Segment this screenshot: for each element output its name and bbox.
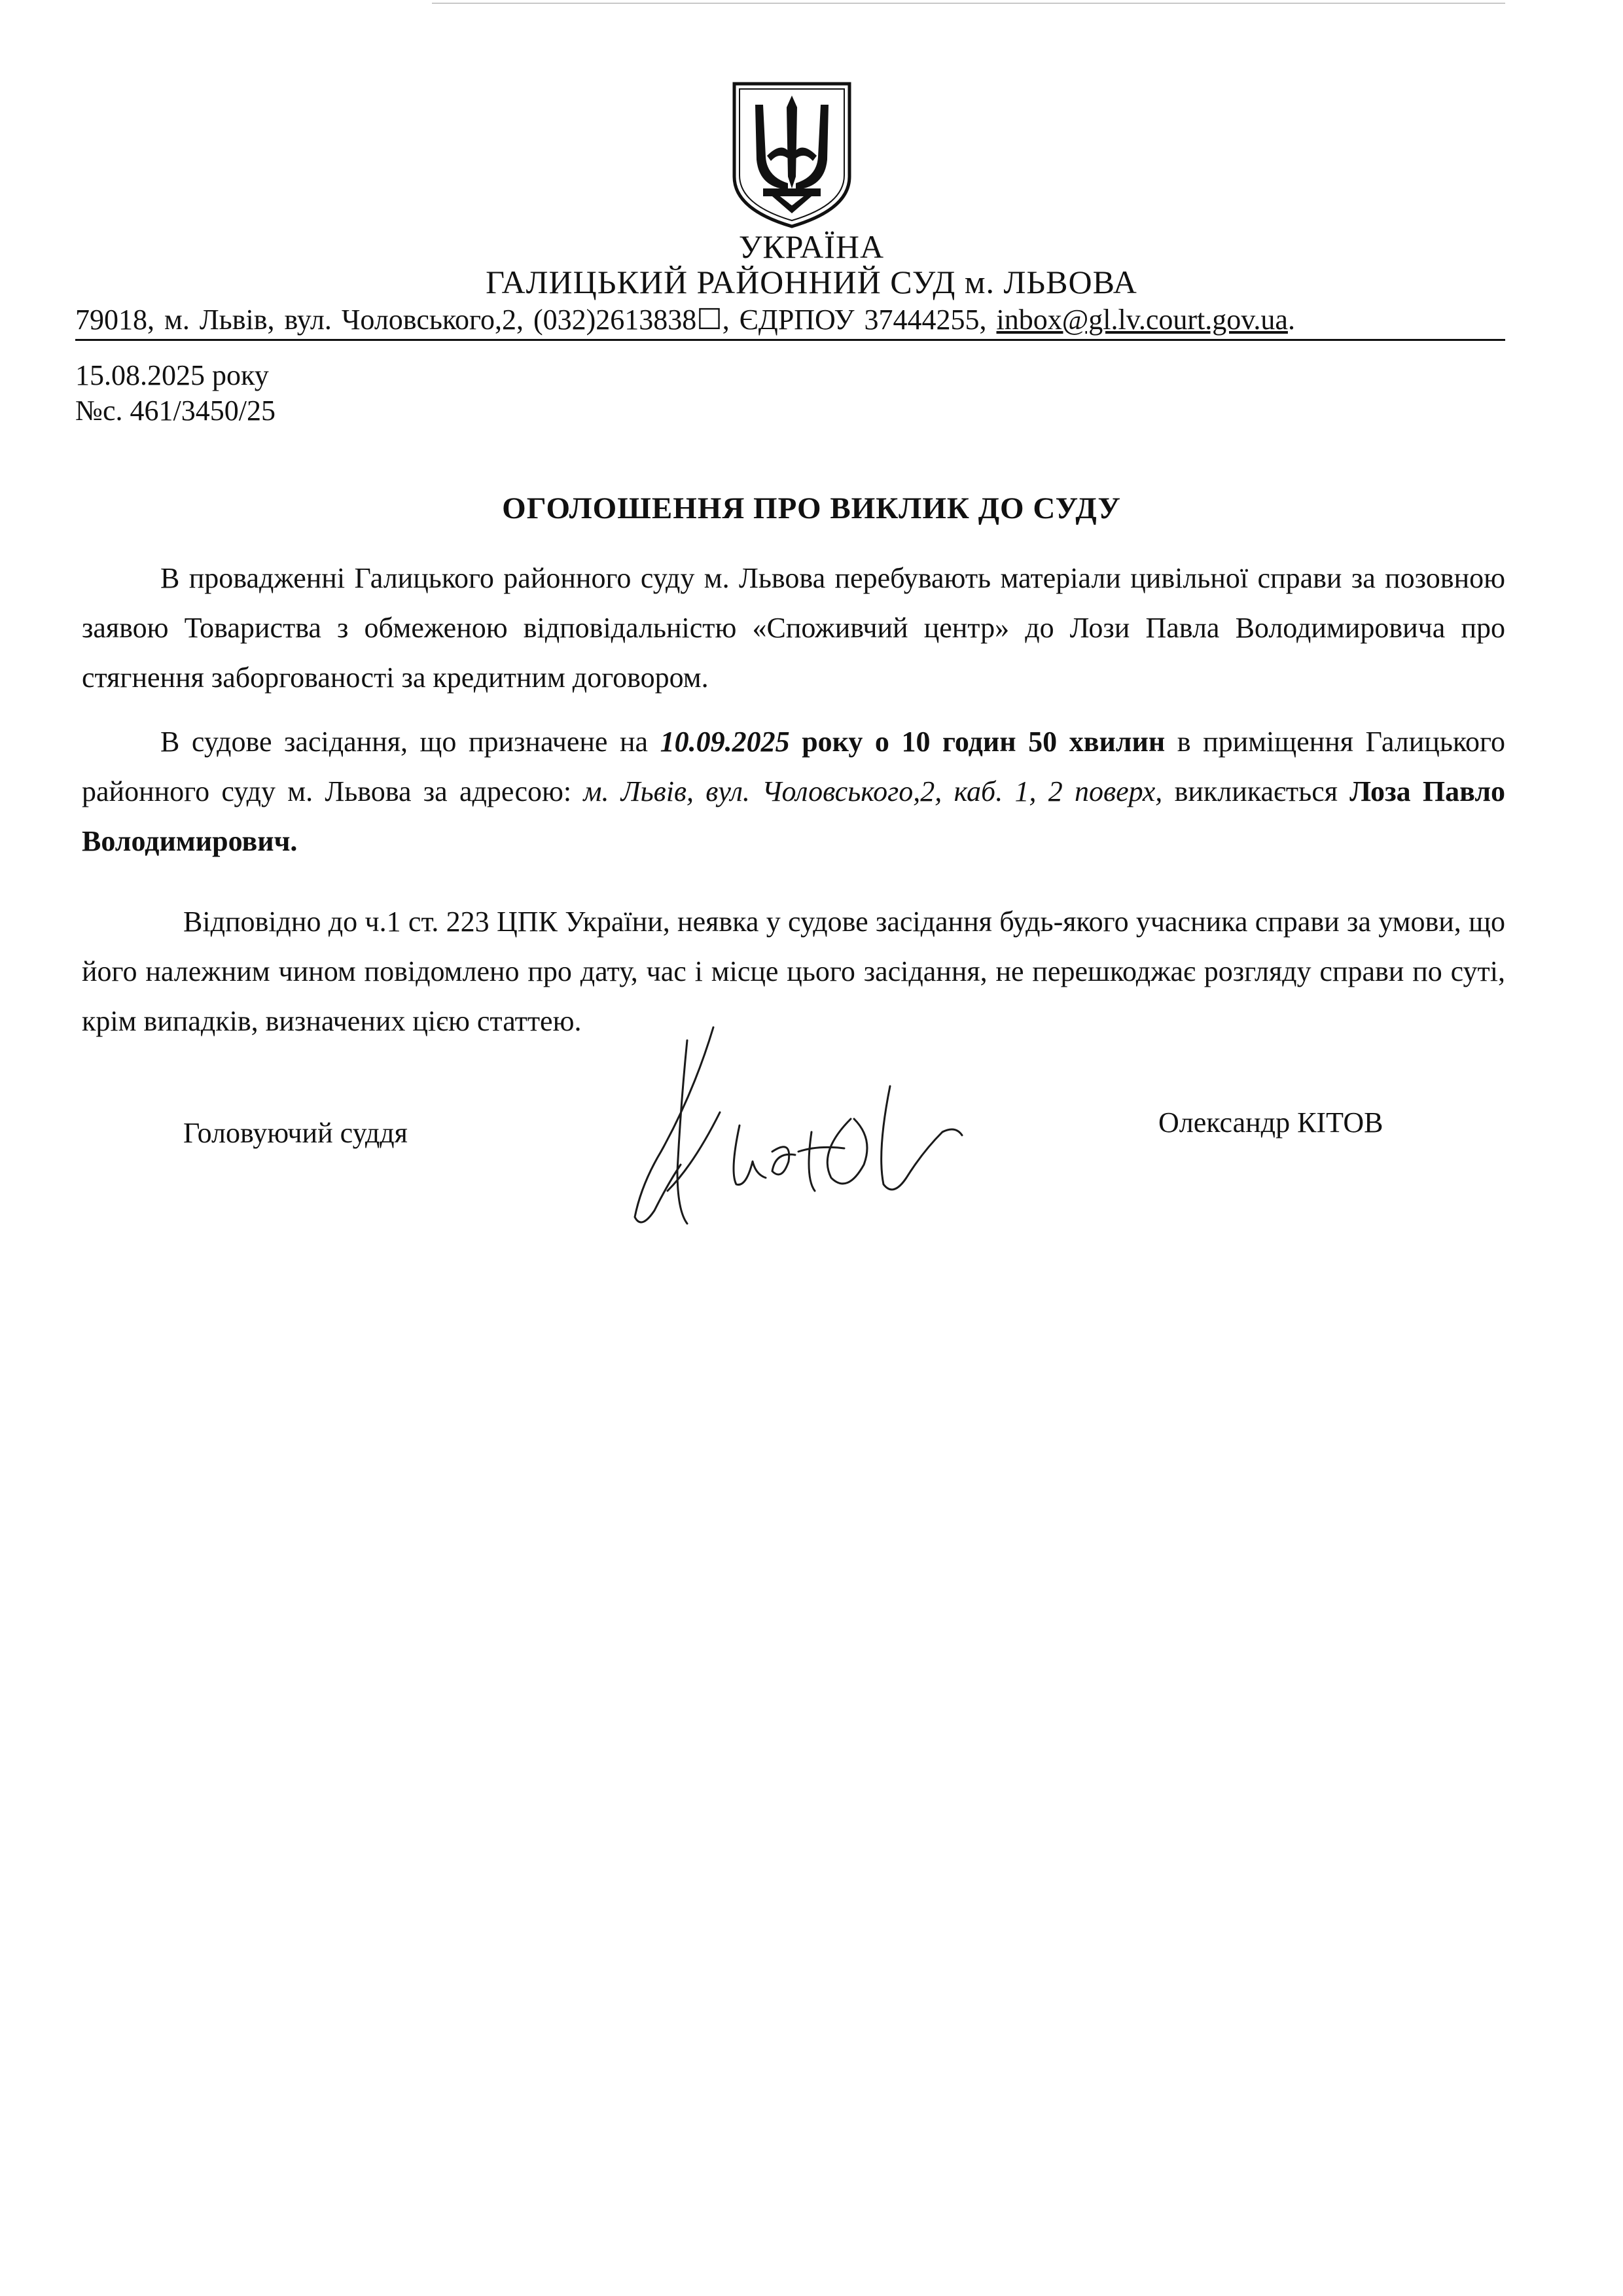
address-text: 79018, м. Львів, вул. Чоловського,2, (032)2613838☐, ЄДРПОУ 37444255, [75,304,997,336]
hearing-date: 10.09.2025 [660,726,790,758]
scan-edge-line [432,3,1505,4]
court-address [75,303,1295,336]
summoned-person: Лоза Павло Володимирович. [82,775,1506,857]
handwritten-signature [615,1021,982,1237]
hearing-address: м. Львів, вул. Чоловського,2, каб. 1, 2 поверх, [583,775,1163,807]
document-date: 15.08.2025 року [75,359,269,391]
summons-text-b: в приміщення Галицького районного суду м. Львова за адресою: [82,726,1505,807]
signer-name: Олександр КІТОВ [1158,1106,1383,1139]
court-name: ГАЛИЦЬКИЙ РАЙОННИЙ СУД м. ЛЬВОВА [486,264,1137,300]
summons-text-c: викликається [1162,775,1350,807]
paragraph-case-description: В провадженні Галицького районного суду м. Львова перебувають матеріали цивільної справи за позовною заявою Товариства з обмеженою відповідальністю «Споживчий центр» до Лози Павла Володимировича про стягнення заборгованості за кредитним договором. [82,562,1505,694]
paragraph-legal-basis: Відповідно до ч.1 ст. 223 ЦПК України, неявка у судове засідання будь-якого учасника справи за умови, що його належним чином повідомлено про дату, час і місце цього засідання, не перешкоджає розгляду справи по суті, крім випадків, визначених цією статтею. [82,906,1505,1037]
case-number: №с. 461/3450/25 [75,395,276,427]
address-end: . [1287,304,1295,336]
ukraine-trident-emblem-icon [726,79,857,229]
header-divider [75,339,1505,341]
signer-role: Головуючий суддя [183,1117,408,1149]
country-name: УКРАЇНА [738,228,885,265]
document-title: ОГОЛОШЕННЯ ПРО ВИКЛИК ДО СУДУ [502,491,1121,525]
hearing-time: року о 10 годин 50 хвилин [789,726,1166,758]
paragraph-hearing-summons [82,717,1505,866]
summons-text-a: В судове засідання, що призначене на [160,726,660,758]
court-email-link[interactable]: inbox@gl.lv.court.gov.ua [996,304,1288,336]
